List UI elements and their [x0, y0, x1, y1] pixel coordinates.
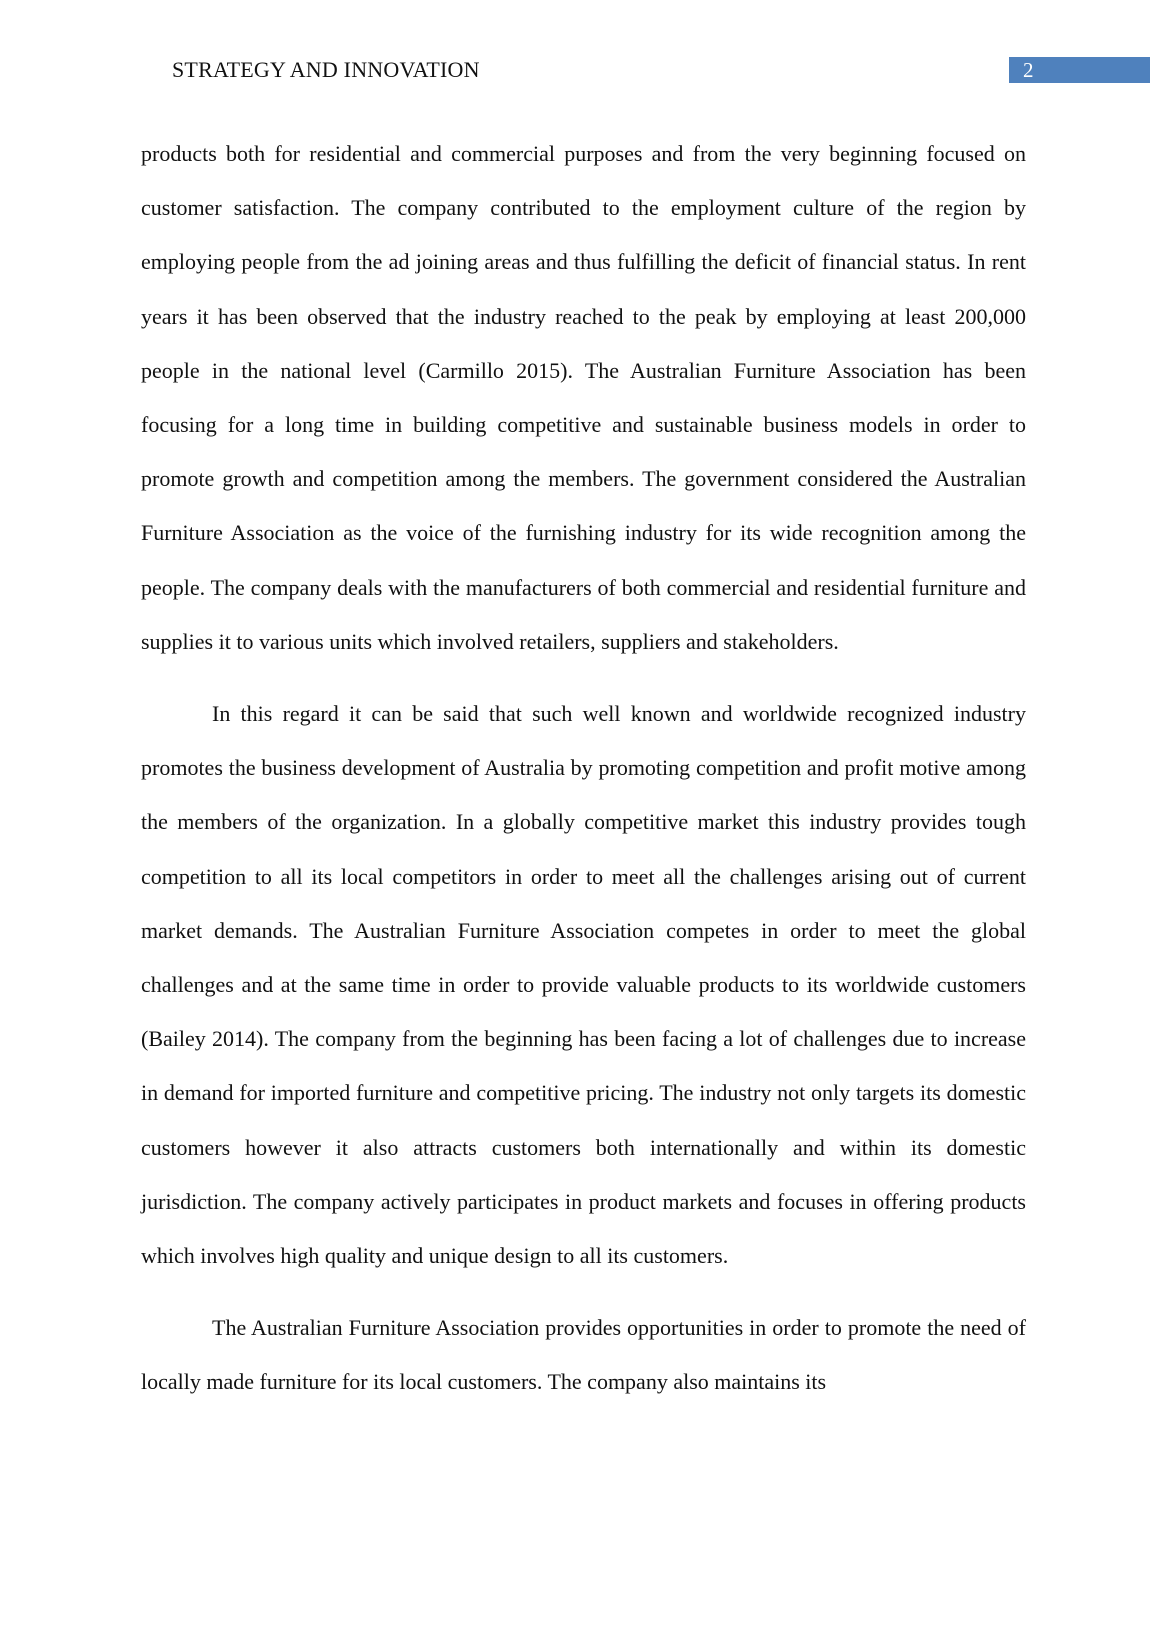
- paragraph-industry-recognition: In this regard it can be said that such well known and worldwide recognized industry promotes the business development of Australia by promoting competition and profit motive among the members of the organization. In a globally competitive market this industry provides tough competition to all its local competitors in order to meet all the challenges arising out of current market demands. The Australian Furniture Association competes in order to meet the global challenges and at the same time in order to provide valuable products to its worldwide customers (Bailey 2014). The company from the beginning has been facing a lot of challenges due to increase in demand for imported furniture and competitive pricing. The industry not only targets its domestic customers however it also attracts customers both internationally and within its domestic jurisdiction. The company actively participates in product markets and focuses in offering products which involves high quality and unique design to all its customers.: [141, 701, 1026, 1269]
- paragraph-local-furniture: The Australian Furniture Association provides opportunities in order to promote the need of locally made furniture for its local customers. The company also maintains its: [141, 1315, 1026, 1395]
- paragraph-continuation: products both for residential and commercial purposes and from the very beginning focused on customer satisfaction. The company contributed to the employment culture of the region by employing people from the ad joining areas and thus fulfilling the deficit of financial status. In rent years it has been observed that the industry reached to the peak by employing at least 200,000 people in the national level (Carmillo 2015). The Australian Furniture Association has been focusing for a long time in building competitive and sustainable business models in order to promote growth and competition among the members. The government considered the Australian Furniture Association as the voice of the furnishing industry for its wide recognition among the people. The company deals with the manufacturers of both commercial and residential furniture and supplies it to various units which involved retailers, suppliers and stakeholders.: [141, 141, 1026, 654]
- body-text: [141, 127, 1026, 1410]
- page-number: 2: [1009, 57, 1150, 83]
- running-header-title: STRATEGY AND INNOVATION: [172, 57, 480, 82]
